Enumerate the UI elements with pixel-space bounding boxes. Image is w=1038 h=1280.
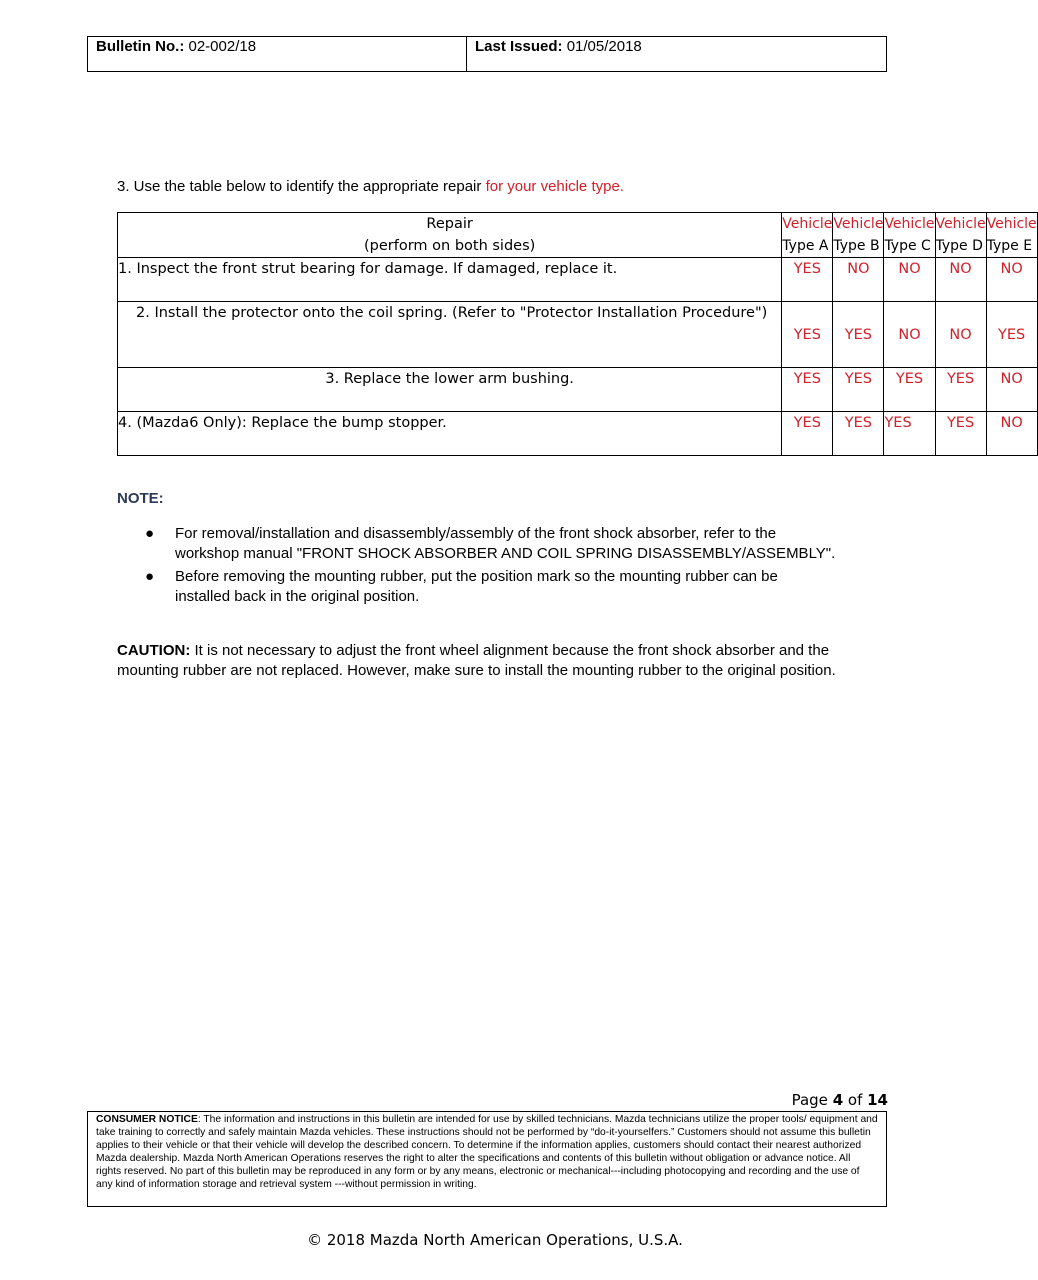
type-a-value: YES — [782, 412, 833, 456]
repair-description: 3. Replace the lower arm bushing. — [118, 368, 782, 412]
note-list — [117, 524, 837, 610]
table-header-row — [118, 213, 1038, 258]
type-e-value: NO — [986, 368, 1037, 412]
consumer-notice — [87, 1111, 887, 1207]
type-c-value: NO — [884, 258, 935, 302]
consumer-notice-label: CONSUMER NOTICE — [96, 1114, 198, 1125]
repair-column-header — [118, 213, 782, 258]
bullet-icon: ● — [145, 525, 155, 542]
page-total: 14 — [867, 1091, 888, 1109]
page-current: 4 — [832, 1091, 844, 1109]
type-header-line1: Vehicle — [782, 216, 833, 232]
intro-instruction — [117, 178, 624, 195]
repair-description: 2. Install the protector onto the coil spring. (Refer to "Protector Installation Procedure") — [118, 302, 782, 368]
list-item — [117, 524, 837, 564]
type-d-value: NO — [935, 258, 986, 302]
bulletin-number-cell — [88, 37, 467, 71]
type-b-value: YES — [833, 302, 884, 368]
consumer-notice-text: : The information and instructions in this bulletin are intended for use by skilled technicians. Mazda technicians utilize the proper tools/ equipment and take training to correctly and safely maintain Mazda vehicles. These instructions should not be performed by “do-it-yourselfers.” Customers should not assume this bulletin applies to their vehicle or that their vehicle will develop the described concern. To determine if the information applies, customers should contact their nearest authorized Mazda dealership. Mazda North American Operations reserves the right to alter the specifications and contents of this bulletin without obligation or advance notice. All rights reserved. No part of this bulletin may be reproduced in any form or by any means, electronic or mechanical---including photocopying and recording and the use of any kind of information storage and retrieval system ---without permission in writing. — [96, 1114, 878, 1190]
type-header-line2: Type C — [884, 238, 931, 254]
type-header-line1: Vehicle — [935, 216, 986, 232]
note-text: For removal/installation and disassembly/assembly of the front shock absorber, refer to the workshop manual "FRONT SHOCK ABSORBER AND COIL SPRING DISASSEMBLY/ASSEMBLY". — [175, 525, 836, 562]
type-a-header — [782, 213, 833, 258]
type-b-value: YES — [833, 412, 884, 456]
type-a-value: YES — [782, 368, 833, 412]
last-issued-cell — [467, 37, 650, 71]
caution-label: CAUTION: — [117, 642, 191, 659]
caution-paragraph — [117, 641, 892, 681]
copyright-footer: © 2018 Mazda North American Operations, U.S.A. — [307, 1231, 683, 1249]
repair-header-line2: (perform on both sides) — [363, 238, 536, 254]
type-e-value: NO — [986, 412, 1037, 456]
table-row — [118, 302, 1038, 368]
bulletin-number-value: 02-002/18 — [188, 38, 257, 55]
type-c-value: YES — [884, 368, 935, 412]
type-d-value: NO — [935, 302, 986, 368]
type-a-value: YES — [782, 302, 833, 368]
repair-header-line1: Repair — [426, 216, 473, 232]
caution-text: It is not necessary to adjust the front wheel alignment because the front shock absorber and the mounting rubber are not replaced. However, make sure to install the mounting rubber to the original position. — [117, 642, 836, 679]
bulletin-header — [87, 36, 887, 72]
last-issued-label: Last Issued: — [475, 38, 563, 55]
type-c-value: YES — [884, 412, 935, 456]
table-row — [118, 412, 1038, 456]
type-d-value: YES — [935, 412, 986, 456]
last-issued-value: 01/05/2018 — [566, 38, 642, 55]
intro-text: 3. Use the table below to identify the appropriate repair — [117, 178, 486, 195]
type-b-value: YES — [833, 368, 884, 412]
type-e-value: NO — [986, 258, 1037, 302]
type-b-header — [833, 213, 884, 258]
type-header-line2: Type D — [935, 238, 983, 254]
type-a-value: YES — [782, 258, 833, 302]
type-header-line2: Type B — [833, 238, 880, 254]
table-row — [118, 368, 1038, 412]
list-item — [117, 567, 837, 607]
repair-description: 1. Inspect the front strut bearing for damage. If damaged, replace it. — [118, 258, 782, 302]
repair-table — [117, 212, 1038, 456]
type-header-line2: Type E — [986, 238, 1033, 254]
type-c-value: NO — [884, 302, 935, 368]
intro-text-highlight: for your vehicle type. — [485, 178, 624, 195]
type-e-value: YES — [986, 302, 1037, 368]
type-header-line1: Vehicle — [833, 216, 884, 232]
page-prefix: Page — [791, 1091, 833, 1109]
table-row — [118, 258, 1038, 302]
page-of: of — [843, 1091, 868, 1109]
repair-description: 4. (Mazda6 Only): Replace the bump stopper. — [118, 412, 782, 456]
type-d-header — [935, 213, 986, 258]
type-c-header — [884, 213, 935, 258]
type-b-value: NO — [833, 258, 884, 302]
note-heading: NOTE: — [117, 490, 164, 507]
type-header-line1: Vehicle — [884, 216, 935, 232]
bullet-icon: ● — [145, 568, 155, 585]
type-header-line2: Type A — [782, 238, 829, 254]
type-d-value: YES — [935, 368, 986, 412]
page-number — [792, 1091, 888, 1109]
type-e-header — [986, 213, 1037, 258]
note-text: Before removing the mounting rubber, put the position mark so the mounting rubber can be installed back in the original position. — [175, 568, 778, 605]
type-header-line1: Vehicle — [986, 216, 1037, 232]
bulletin-number-label: Bulletin No.: — [96, 38, 185, 55]
